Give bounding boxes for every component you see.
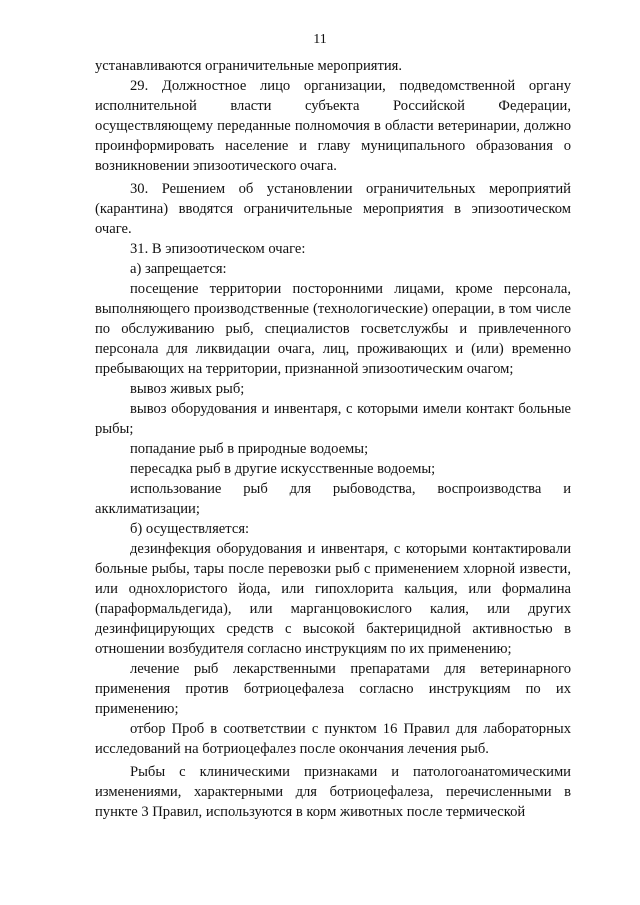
list-item: использование рыб для рыбоводства, воспроизводства и акклиматизации; (95, 481, 571, 517)
paragraph-30: 30. Решением об установлении ограничительных мероприятий (карантина) вводятся ограничительные мероприятия в эпизоотическом очаге. (95, 181, 571, 237)
paragraph-31: 31. В эпизоотическом очаге: (130, 241, 306, 257)
list-item: попадание рыб в природные водоемы; (130, 441, 369, 457)
list-item: отбор Проб в соответствии с пунктом 16 Правил для лабораторных исследований на ботриоцефалез после окончания лечения рыб. (95, 721, 571, 757)
list-item: лечение рыб лекарственными препаратами для ветеринарного применения против ботриоцефалеза согласно инструкциям по их применению; (95, 661, 571, 717)
paragraph-29: 29. Должностное лицо организации, подведомственной органу исполнительной власти субъекта Российской Федерации, осуществляющему переданные полномочия в области ветеринарии, должно проинформировать население и главу муниципального образования о возникновении эпизоотического очага. (95, 78, 571, 174)
paragraph-fish-feed: Рыбы с клиническими признаками и патологоанатомическими изменениями, характерными для ботриоцефалеза, перечисленными в пункте 3 Правил, используются в корм животных после термической (95, 764, 571, 820)
page-number: 11 (313, 32, 327, 47)
list-item: вывоз живых рыб; (130, 381, 245, 397)
list-item: вывоз оборудования и инвентаря, с которыми имели контакт больные рыбы; (95, 401, 571, 437)
subpoint-b: б) осуществляется: (130, 521, 250, 537)
list-item: дезинфекция оборудования и инвентаря, с которыми контактировали больные рыбы, тары после перевозки рыб с применением хлорной извести, или однохлористого йода, или гипохлорита кальция, или формалина (параформальдегида), или марганцовокислого калия, или других дезинфицирующих средств с высокой бактерицидной активностью в отношении возбудителя согласно инструкциям по их применению; (95, 541, 571, 657)
list-item: посещение территории посторонними лицами, кроме персонала, выполняющего производственные (технологические) операции, в том числе по обслуживанию рыб, специалистов госветслужбы и привлеченного персонала для ликвидации очага, лиц, проживающих и (или) временно пребывающих на территории, признанной эпизоотическим очагом; (95, 281, 571, 377)
document-body (95, 56, 571, 822)
list-item: пересадка рыб в другие искусственные водоемы; (130, 461, 436, 477)
subpoint-a: а) запрещается: (130, 261, 227, 277)
paragraph-continuation: устанавливаются ограничительные мероприятия. (95, 58, 403, 74)
